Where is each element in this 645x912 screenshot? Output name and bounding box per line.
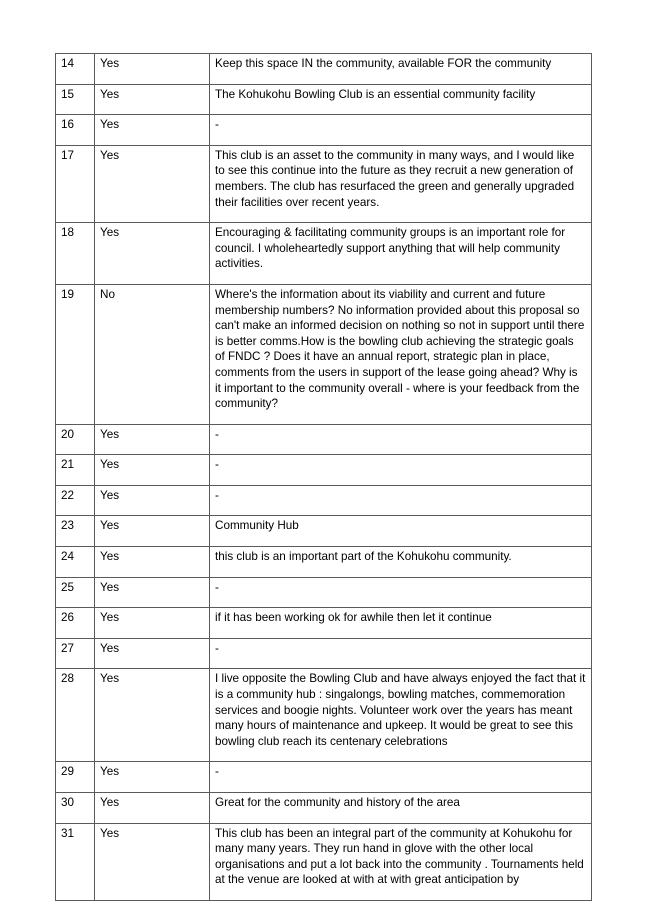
table-row: [56, 485, 592, 516]
table-row: [56, 516, 592, 547]
respondent-number-cell: 19: [56, 284, 95, 424]
table-row: [56, 455, 592, 486]
comment-cell: Keep this space IN the community, available FOR the community: [210, 54, 592, 85]
answer-cell: Yes: [95, 669, 210, 762]
comment-cell: -: [210, 455, 592, 486]
table-row: [56, 577, 592, 608]
table-row: [56, 284, 592, 424]
respondent-number-cell: 16: [56, 115, 95, 146]
table-row: [56, 823, 592, 900]
respondent-number-cell: 18: [56, 223, 95, 285]
comment-cell: I live opposite the Bowling Club and have always enjoyed the fact that it is a community hub : singalongs, bowling matches, commemoration services and boogie nights. Volunteer work over the years has meant many hours of maintenance and upkeep. It would be great to see this bowling club reach its centenary celebrations: [210, 669, 592, 762]
table-row: [56, 608, 592, 639]
respondent-number-cell: 30: [56, 793, 95, 824]
answer-cell: Yes: [95, 455, 210, 486]
respondent-number-cell: 21: [56, 455, 95, 486]
answer-cell: Yes: [95, 115, 210, 146]
comment-cell: -: [210, 115, 592, 146]
table-row: [56, 115, 592, 146]
answer-cell: Yes: [95, 577, 210, 608]
comment-cell: -: [210, 424, 592, 455]
comment-cell: this club is an important part of the Kohukohu community.: [210, 547, 592, 578]
respondent-number-cell: 20: [56, 424, 95, 455]
comment-cell: -: [210, 762, 592, 793]
comment-cell: Encouraging & facilitating community groups is an important role for council. I wholeheartedly support anything that will help community activities.: [210, 223, 592, 285]
comment-cell: -: [210, 485, 592, 516]
table-row: [56, 669, 592, 762]
table-row: [56, 223, 592, 285]
comment-cell: Where's the information about its viability and current and future membership numbers? No information provided about this proposal so can't make an informed decision on nothing so not in support until there is better comms.How is the bowling club achieving the strategic goals of FNDC ? Does it have an annual report, strategic plan in place, comments from the users in support of the lease going ahead? Why is it important to the community overall - where is your feedback from the community?: [210, 284, 592, 424]
respondent-number-cell: 17: [56, 145, 95, 222]
respondent-number-cell: 24: [56, 547, 95, 578]
responses-table-body: [56, 54, 592, 901]
table-row: [56, 793, 592, 824]
table-row: [56, 424, 592, 455]
table-row: [56, 54, 592, 85]
respondent-number-cell: 31: [56, 823, 95, 900]
responses-table: [55, 53, 592, 901]
answer-cell: Yes: [95, 516, 210, 547]
respondent-number-cell: 28: [56, 669, 95, 762]
answer-cell: Yes: [95, 793, 210, 824]
respondent-number-cell: 27: [56, 638, 95, 669]
answer-cell: Yes: [95, 485, 210, 516]
respondent-number-cell: 15: [56, 84, 95, 115]
comment-cell: The Kohukohu Bowling Club is an essential community facility: [210, 84, 592, 115]
respondent-number-cell: 14: [56, 54, 95, 85]
table-row: [56, 762, 592, 793]
table-row: [56, 638, 592, 669]
table-row: [56, 145, 592, 222]
respondent-number-cell: 23: [56, 516, 95, 547]
answer-cell: Yes: [95, 54, 210, 85]
answer-cell: Yes: [95, 547, 210, 578]
comment-cell: if it has been working ok for awhile then let it continue: [210, 608, 592, 639]
answer-cell: Yes: [95, 223, 210, 285]
comment-cell: Community Hub: [210, 516, 592, 547]
answer-cell: Yes: [95, 823, 210, 900]
table-row: [56, 547, 592, 578]
comment-cell: This club is an asset to the community in many ways, and I would like to see this continue into the future as they recruit a new generation of members. The club has resurfaced the green and generally upgraded their facilities over recent years.: [210, 145, 592, 222]
comment-cell: Great for the community and history of the area: [210, 793, 592, 824]
respondent-number-cell: 22: [56, 485, 95, 516]
respondent-number-cell: 29: [56, 762, 95, 793]
answer-cell: No: [95, 284, 210, 424]
answer-cell: Yes: [95, 424, 210, 455]
respondent-number-cell: 25: [56, 577, 95, 608]
comment-cell: This club has been an integral part of the community at Kohukohu for many many years. They run hand in glove with the other local organisations and put a lot back into the community . Tournaments held at the venue are looked at with at with great anticipation by: [210, 823, 592, 900]
respondent-number-cell: 26: [56, 608, 95, 639]
comment-cell: -: [210, 638, 592, 669]
answer-cell: Yes: [95, 145, 210, 222]
answer-cell: Yes: [95, 84, 210, 115]
comment-cell: -: [210, 577, 592, 608]
answer-cell: Yes: [95, 762, 210, 793]
table-row: [56, 84, 592, 115]
answer-cell: Yes: [95, 638, 210, 669]
answer-cell: Yes: [95, 608, 210, 639]
